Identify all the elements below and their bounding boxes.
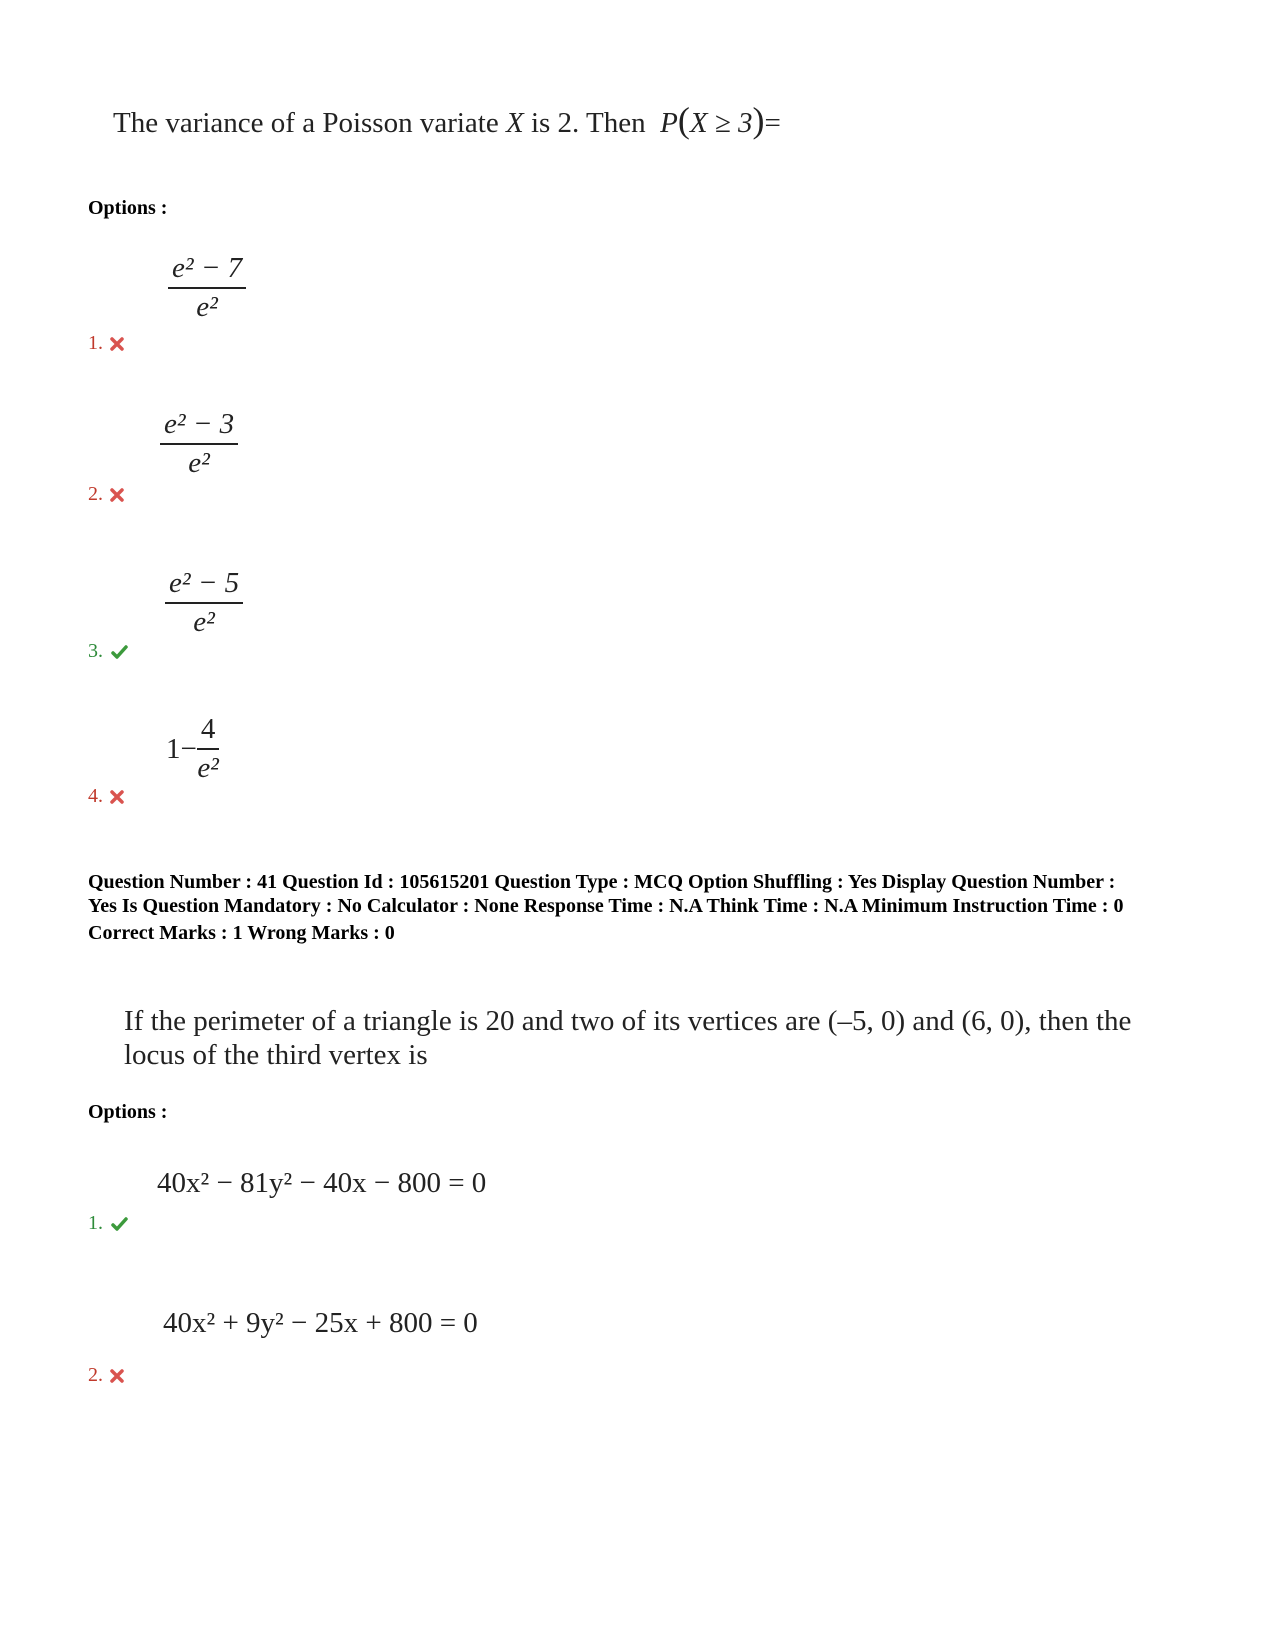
q41-option-1[interactable]: 1. xyxy=(88,1212,129,1235)
question-40-text: The variance of a Poisson variate X is 2. Then P(X ≥ 3)= xyxy=(113,100,781,140)
cross-icon xyxy=(109,1368,125,1384)
question-41-meta xyxy=(88,870,1198,945)
q40-option-2[interactable]: 2. xyxy=(88,483,125,506)
cross-icon xyxy=(109,336,125,352)
cross-icon xyxy=(109,487,125,503)
q40-option-1[interactable]: 1. xyxy=(88,332,125,355)
cross-icon xyxy=(109,789,125,805)
q40-option-4[interactable]: 4. xyxy=(88,785,125,808)
q40-option-1-formula: $\frac{\text{e² − 7}}{\text{e²}}$ xyxy=(168,252,246,324)
q41-option-2[interactable]: 2. xyxy=(88,1364,125,1387)
q41-option-1-formula: 40x² − 81y² − 40x − 800 = 0 xyxy=(157,1167,487,1199)
options-label-q40: Options : xyxy=(88,197,168,219)
meta-line-2: Yes Is Question Mandatory : No Calculator : None Response Time : N.A Think Time : N.A Minimum Instruction Time : 0 xyxy=(88,895,1124,917)
meta-line-3: Correct Marks : 1 Wrong Marks : 0 xyxy=(88,922,395,944)
q40-option-3-formula: $\frac{\text{e² − 5}}{\text{e²}}$ xyxy=(165,567,243,639)
q41-option-2-formula: 40x² + 9y² − 25x + 800 = 0 xyxy=(163,1307,478,1339)
check-icon xyxy=(109,1216,129,1232)
q40-option-3[interactable]: 3. xyxy=(88,640,129,663)
question-41-text: If the perimeter of a triangle is 20 and two of its vertices are (–5, 0) and (6, 0), then the locus of the third vertex is xyxy=(124,1005,1132,1071)
options-label-q41: Options : xyxy=(88,1101,168,1123)
q40-option-4-formula: 1− $\frac{4}{\text{e²}}$ xyxy=(166,713,219,784)
q40-option-2-formula: $\frac{\text{e² − 3}}{\text{e²}}$ xyxy=(160,408,238,480)
check-icon xyxy=(109,644,129,660)
meta-line-1: Question Number : 41 Question Id : 105615201 Question Type : MCQ Option Shuffling : Yes Display Question Number : xyxy=(88,871,1116,893)
